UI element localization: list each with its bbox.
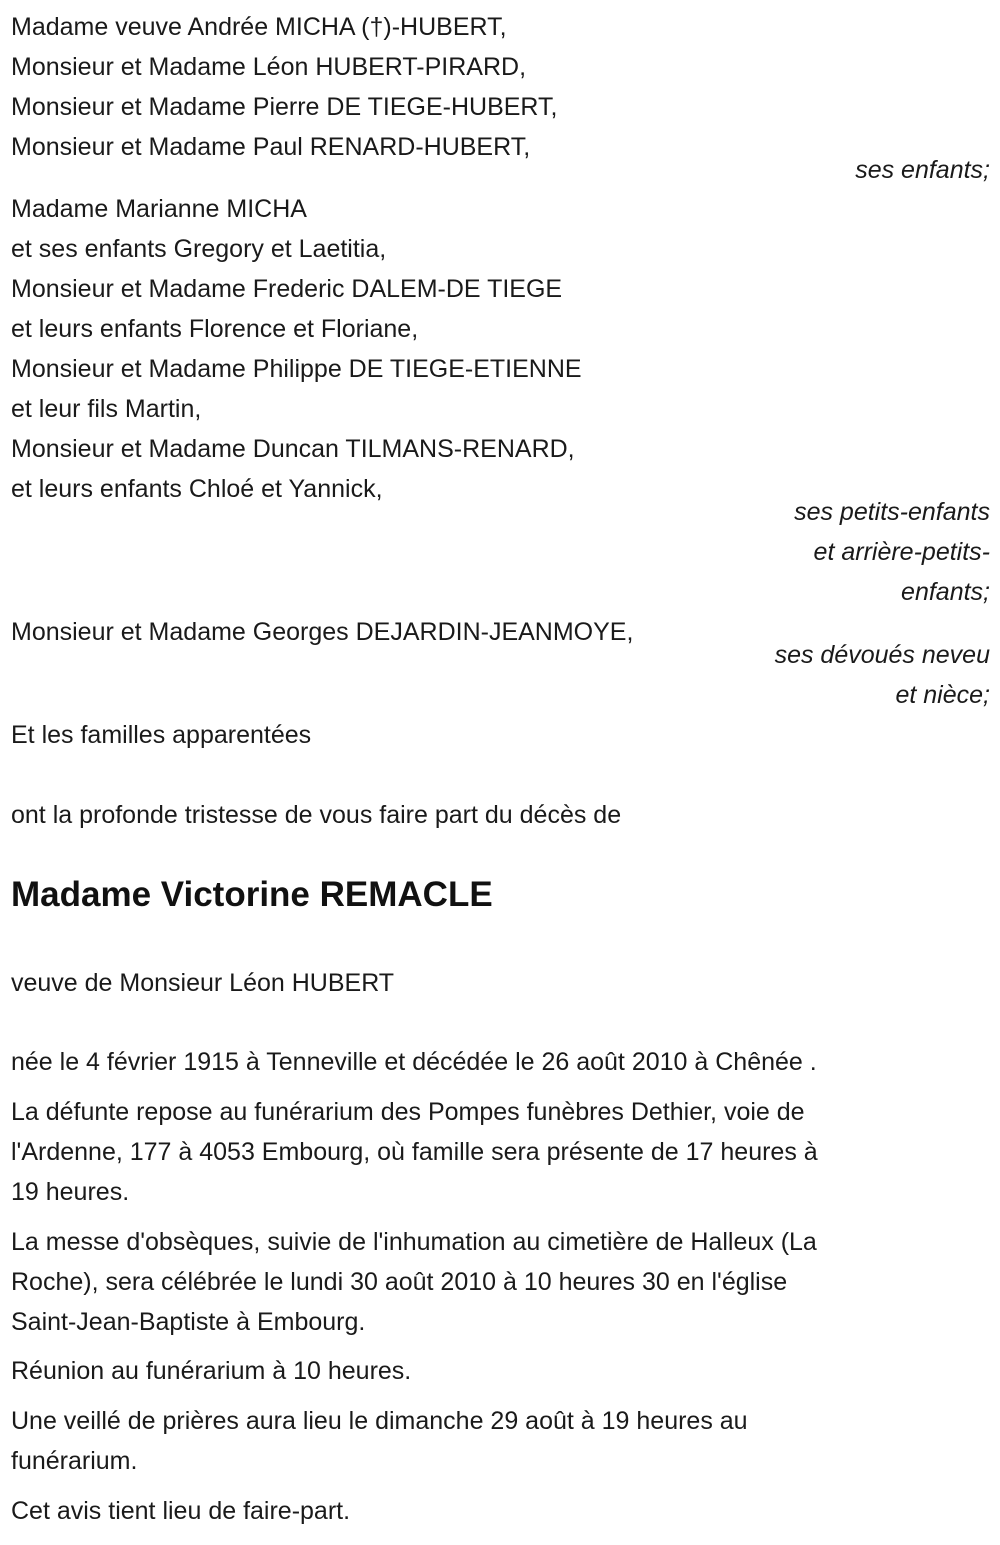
mass-line: Roche), sera célébrée le lundi 30 août 2010 à 10 heures 30 en l'église (11, 1268, 788, 1296)
grandchildren-line: et leurs enfants Chloé et Yannick, (11, 475, 383, 503)
grandchildren-label: ses petits-enfants (794, 498, 990, 526)
grandchildren-line: et leur fils Martin, (11, 395, 202, 423)
children-label: ses enfants; (855, 156, 990, 184)
children-line: Madame veuve Andrée MICHA (†)-HUBERT, (11, 13, 507, 41)
grandchildren-label: et arrière-petits- (813, 538, 990, 566)
children-line: Monsieur et Madame Léon HUBERT-PIRARD, (11, 53, 527, 81)
closing: Cet avis tient lieu de faire-part. (11, 1497, 351, 1525)
repose-line: l'Ardenne, 177 à 4053 Embourg, où famille sera présente de 17 heures à (11, 1138, 818, 1166)
grandchildren-line: Monsieur et Madame Duncan TILMANS-RENARD, (11, 435, 575, 463)
reunion: Réunion au funérarium à 10 heures. (11, 1357, 412, 1385)
birth-death: née le 4 février 1915 à Tenneville et décédée le 26 août 2010 à Chênée . (11, 1048, 817, 1076)
grandchildren-line: Monsieur et Madame Philippe DE TIEGE-ETIENNE (11, 355, 582, 383)
grandchildren-line: et leurs enfants Florence et Floriane, (11, 315, 419, 343)
grandchildren-line: et ses enfants Gregory et Laetitia, (11, 235, 387, 263)
announcement: ont la profonde tristesse de vous faire part du décès de (11, 801, 622, 829)
nephew-label: ses dévoués neveu (774, 641, 990, 669)
nephew-label: et nièce; (895, 681, 990, 709)
children-line: Monsieur et Madame Pierre DE TIEGE-HUBERT, (11, 93, 558, 121)
repose-line: 19 heures. (11, 1178, 130, 1206)
vigil-line: funérarium. (11, 1447, 138, 1475)
mass-line: Saint-Jean-Baptiste à Embourg. (11, 1308, 366, 1336)
repose-line: La défunte repose au funérarium des Pompes funèbres Dethier, voie de (11, 1098, 805, 1126)
grandchildren-line: Monsieur et Madame Frederic DALEM-DE TIEGE (11, 275, 563, 303)
grandchildren-label: enfants; (901, 578, 990, 606)
children-line: Monsieur et Madame Paul RENARD-HUBERT, (11, 133, 531, 161)
vigil-line: Une veillé de prières aura lieu le dimanche 29 août à 19 heures au (11, 1407, 748, 1435)
deceased-name: Madame Victorine REMACLE (11, 875, 493, 914)
mass-line: La messe d'obsèques, suivie de l'inhumation au cimetière de Halleux (La (11, 1228, 817, 1256)
widow-of: veuve de Monsieur Léon HUBERT (11, 969, 395, 997)
families-line: Et les familles apparentées (11, 721, 312, 749)
nephew-line: Monsieur et Madame Georges DEJARDIN-JEANMOYE, (11, 618, 634, 646)
grandchildren-line: Madame Marianne MICHA (11, 195, 307, 223)
